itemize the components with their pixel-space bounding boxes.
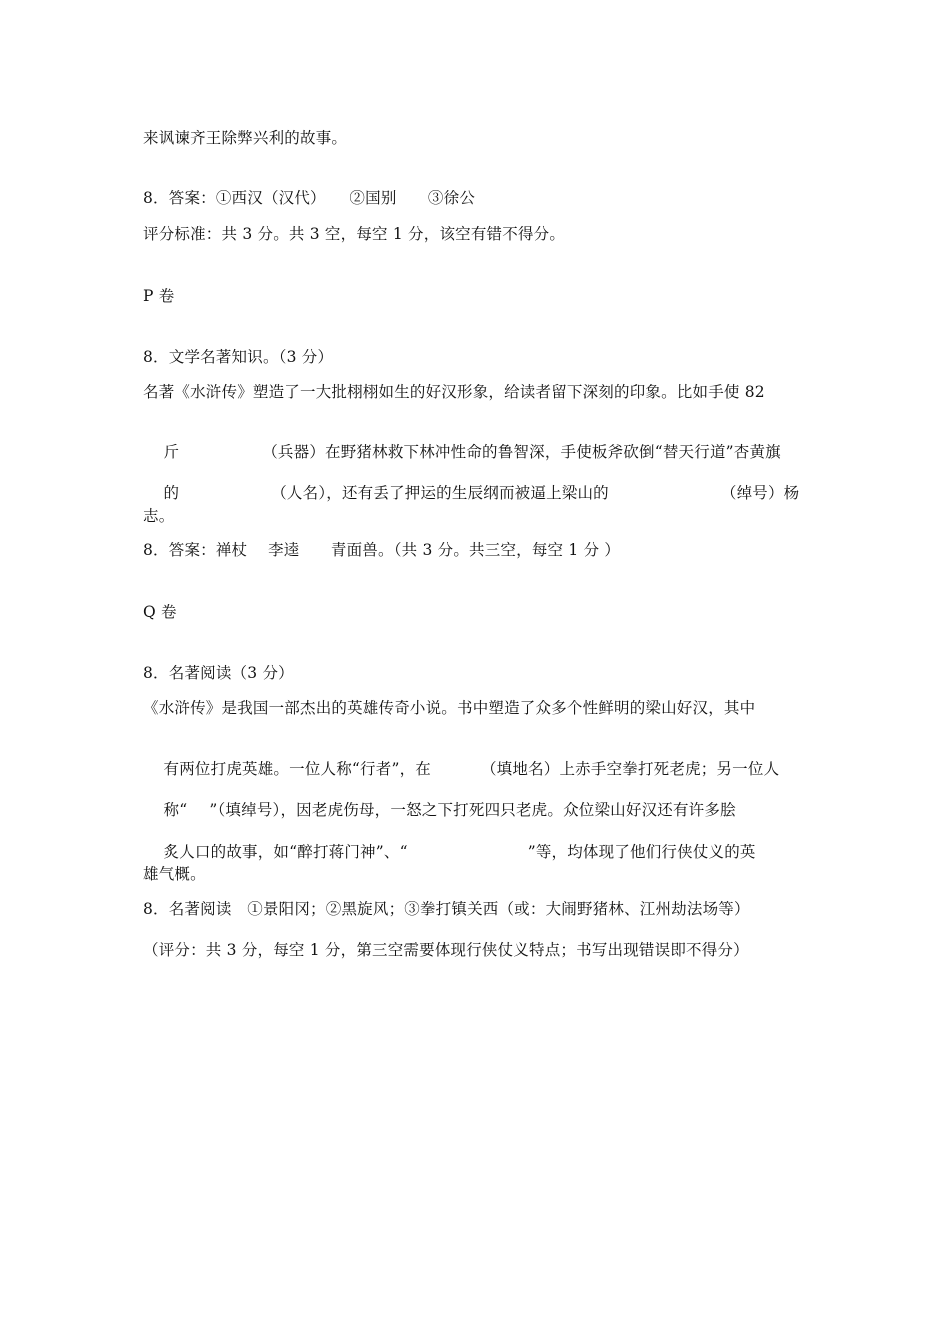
question-text-line: 雄气概。 xyxy=(143,865,206,883)
question-text: 的 xyxy=(163,484,180,502)
text-line: 来讽谏齐王除弊兴利的故事。 xyxy=(143,129,348,147)
question-text-line: 志。 xyxy=(143,507,175,525)
question-text-line: 《水浒传》是我国一部杰出的英雄传奇小说。书中塑造了众多个性鲜明的梁山好汉，其中 xyxy=(143,699,756,717)
scoring-line: 评分标准：共 3 分。共 3 空，每空 1 分，该空有错不得分。 xyxy=(143,225,566,243)
question-text: 有两位打虎英雄。一位人称“行者”，在 xyxy=(163,760,431,778)
answer-line: 8．答案：①西汉（汉代） ②国别 ③徐公 xyxy=(143,189,476,207)
question-text-line xyxy=(143,382,805,402)
question-text: 称“ xyxy=(163,801,188,819)
question-text-line xyxy=(143,463,799,523)
question-text: 名著《水浒传》塑造了一大批栩栩如生的好汉形象，给读者留下深刻的印象。比如手使 82 xyxy=(143,383,765,401)
scoring-line: （评分：共 3 分，每空 1 分，第三空需要体现行侠仗义特点；书写出现错误即不得分） xyxy=(143,941,749,959)
question-text-line xyxy=(143,822,756,882)
question-text: 炙人口的故事，如“醉打蒋门神”、“ xyxy=(163,843,408,861)
question-text: ”等，均体现了他们行侠仗义的英 xyxy=(527,843,756,861)
question-text: ”（填绰号），因老虎伤母，一怒之下打死四只老虎。众位梁山好汉还有许多脍 xyxy=(209,801,736,819)
question-text: （绰号）杨 xyxy=(720,484,800,502)
question-text: （兵器）在野猪林救下林冲性命的鲁智深，手使板斧砍倒“替天行道”杏黄旗 xyxy=(262,443,781,461)
section-heading-q: Q 卷 xyxy=(143,603,177,621)
question-text: （填地名）上赤手空拳打死老虎；另一位人 xyxy=(480,760,780,778)
question-heading: 8．名著阅读（3 分） xyxy=(143,664,294,682)
section-heading-p: P 卷 xyxy=(143,287,175,305)
answer-line: 8．名著阅读 ①景阳冈；②黑旋风；③拳打镇关西（或：大闹野猪林、江州劫法场等） xyxy=(143,900,750,918)
question-text: 斤 xyxy=(163,443,180,461)
question-text: （人名），还有丢了押运的生辰纲而被逼上梁山的 xyxy=(271,484,609,502)
question-heading: 8．文学名著知识。（3 分） xyxy=(143,348,334,366)
answer-line: 8．答案：禅杖 李逵 青面兽。（共 3 分。共三空，每空 1 分 ） xyxy=(143,541,621,559)
